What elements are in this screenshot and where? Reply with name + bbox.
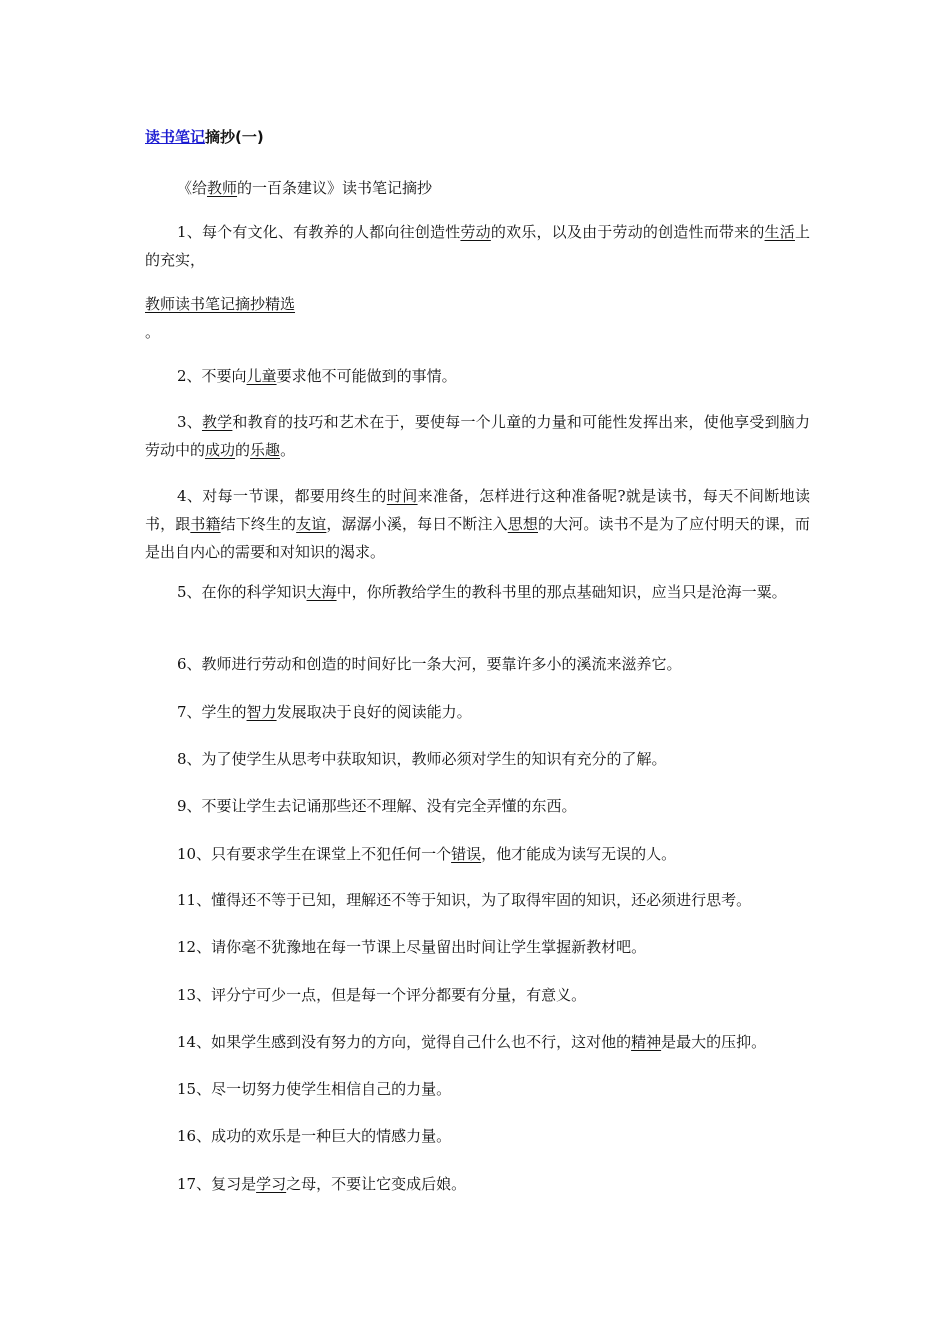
note-3: 3、教学和教育的技巧和艺术在于，要使每一个儿童的力量和可能性发挥出来，使他享受到脑力劳动中的成功的乐趣。 xyxy=(145,413,810,459)
note-13: 13、评分宁可少一点，但是每一个评分都要有分量，有意义。 xyxy=(177,986,587,1004)
keyword-link[interactable]: 书籍 xyxy=(190,515,221,533)
keyword-link[interactable]: 错误 xyxy=(451,845,482,863)
keyword-link[interactable]: 大海 xyxy=(306,583,337,601)
note-6: 6、教师进行劳动和创造的时间好比一条大河，要靠许多小的溪流来滋养它。 xyxy=(177,655,682,673)
keyword-link[interactable]: 友谊 xyxy=(296,515,327,533)
keyword-link[interactable]: 教师 xyxy=(207,179,238,197)
note-14: 14、如果学生感到没有努力的方向，觉得自己什么也不行，这对他的精神是最大的压抑。 xyxy=(177,1033,767,1051)
keyword-link[interactable]: 儿童 xyxy=(246,367,277,385)
keyword-link[interactable]: 时间 xyxy=(386,487,418,505)
keyword-link[interactable]: 劳动 xyxy=(460,223,491,241)
keyword-link[interactable]: 生活 xyxy=(764,223,795,241)
keyword-link[interactable]: 精神 xyxy=(631,1033,662,1051)
note-10: 10、只有要求学生在课堂上不犯任何一个错误，他才能成为读写无误的人。 xyxy=(177,845,677,863)
note-11: 11、懂得还不等于已知，理解还不等于知识，为了取得牢固的知识，还必须进行思考。 xyxy=(177,891,752,909)
note-15: 15、尽一切努力使学生相信自己的力量。 xyxy=(177,1080,452,1098)
related-tail: 。 xyxy=(145,323,161,341)
note-4: 4、对每一节课，都要用终生的时间来准备，怎样进行这种准备呢?就是读书，每天不间断地读书，跟书籍结下终生的友谊，潺潺小溪，每日不断注入思想的大河。读书不是为了应付明天的课，而是出自内心的需要和对知识的渴求。 xyxy=(145,487,811,561)
page-title xyxy=(145,126,825,148)
keyword-link[interactable]: 智力 xyxy=(246,703,277,721)
keyword-link[interactable]: 成功 xyxy=(205,441,236,459)
related-article xyxy=(145,290,810,346)
keyword-link[interactable]: 学习 xyxy=(256,1175,287,1193)
keyword-link[interactable]: 教学 xyxy=(201,413,233,431)
keyword-link[interactable]: 乐趣 xyxy=(250,441,281,459)
keyword-link[interactable]: 思想 xyxy=(507,515,538,533)
note-17: 17、复习是学习之母，不要让它变成后娘。 xyxy=(177,1175,467,1193)
note-5: 5、在你的科学知识大海中，你所教给学生的教科书里的那点基础知识，应当只是沧海一粟。 xyxy=(177,583,787,601)
note-2: 2、不要向儿童要求他不可能做到的事情。 xyxy=(177,367,457,385)
note-9: 9、不要让学生去记诵那些还不理解、没有完全弄懂的东西。 xyxy=(177,797,577,815)
title-rest: 摘抄(一) xyxy=(205,128,264,146)
title-link[interactable]: 读书笔记 xyxy=(145,128,206,146)
note-16: 16、成功的欢乐是一种巨大的情感力量。 xyxy=(177,1127,452,1145)
note-1: 1、每个有文化、有教养的人都向往创造性劳动的欢乐，以及由于劳动的创造性而带来的生活上的充实， xyxy=(145,223,810,269)
note-8: 8、为了使学生从思考中获取知识，教师必须对学生的知识有充分的了解。 xyxy=(177,750,667,768)
note-12: 12、请你毫不犹豫地在每一节课上尽量留出时间让学生掌握新教材吧。 xyxy=(177,938,647,956)
book-subtitle: 《给教师的一百条建议》读书笔记摘抄 xyxy=(177,179,433,197)
related-article-link[interactable]: 教师读书笔记摘抄精选 xyxy=(145,295,296,313)
note-7: 7、学生的智力发展取决于良好的阅读能力。 xyxy=(177,703,472,721)
